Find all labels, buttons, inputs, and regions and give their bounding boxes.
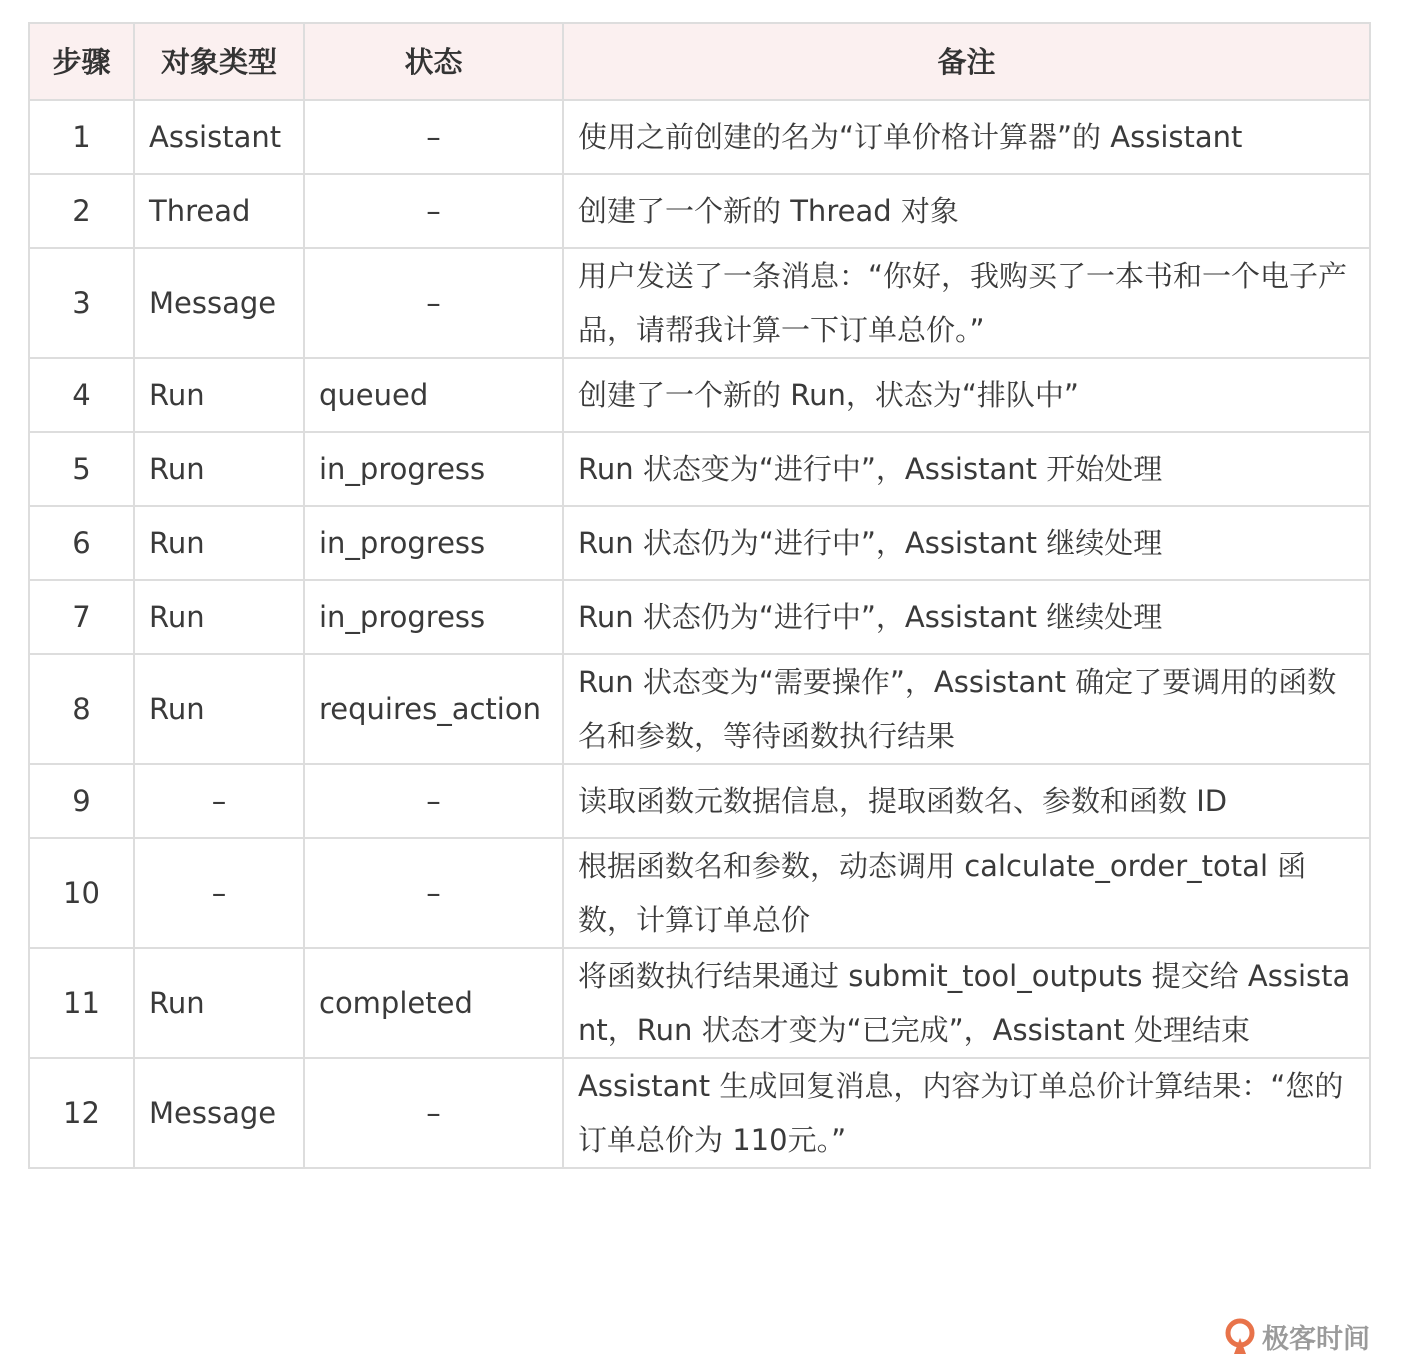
note-cell: 将函数执行结果通过 submit_tool_outputs 提交给 Assistant，Run 状态才变为“已完成”，Assistant 处理结束 [563, 948, 1370, 1058]
note-cell: 创建了一个新的 Thread 对象 [563, 174, 1370, 248]
table-row [29, 248, 1370, 358]
object-type-cell: Run [134, 948, 304, 1058]
table-row [29, 948, 1370, 1058]
geektime-logo-icon [1224, 1318, 1256, 1356]
status-cell: – [304, 174, 563, 248]
watermark-text: 极客时间 [1262, 1324, 1370, 1354]
note-cell: 使用之前创建的名为“订单价格计算器”的 Assistant [563, 100, 1370, 174]
table-row [29, 838, 1370, 948]
step-cell: 11 [29, 948, 134, 1058]
status-cell: requires_action [304, 654, 563, 764]
table-row [29, 764, 1370, 838]
table-row [29, 506, 1370, 580]
object-type-cell: Run [134, 654, 304, 764]
object-type-cell: Assistant [134, 100, 304, 174]
table-row [29, 654, 1370, 764]
steps-table [28, 22, 1371, 1169]
object-type-cell: Thread [134, 174, 304, 248]
table-row [29, 580, 1370, 654]
table-header-row [29, 23, 1370, 100]
step-cell: 4 [29, 358, 134, 432]
status-cell: – [304, 764, 563, 838]
step-cell: 5 [29, 432, 134, 506]
table-row [29, 1058, 1370, 1168]
step-cell: 6 [29, 506, 134, 580]
note-cell: Assistant 生成回复消息，内容为订单总价计算结果：“您的订单总价为 110元。” [563, 1058, 1370, 1168]
header-object-type: 对象类型 [134, 23, 304, 100]
object-type-cell: Run [134, 358, 304, 432]
object-type-cell: Message [134, 248, 304, 358]
status-cell: queued [304, 358, 563, 432]
status-cell: – [304, 100, 563, 174]
note-cell: Run 状态仍为“进行中”，Assistant 继续处理 [563, 506, 1370, 580]
object-type-cell: Message [134, 1058, 304, 1168]
step-cell: 7 [29, 580, 134, 654]
table-row [29, 174, 1370, 248]
step-cell: 8 [29, 654, 134, 764]
step-cell: 10 [29, 838, 134, 948]
status-cell: in_progress [304, 580, 563, 654]
status-cell: – [304, 838, 563, 948]
status-cell: in_progress [304, 506, 563, 580]
note-cell: 用户发送了一条消息：“你好，我购买了一本书和一个电子产品，请帮我计算一下订单总价。” [563, 248, 1370, 358]
step-cell: 1 [29, 100, 134, 174]
note-cell: Run 状态仍为“进行中”，Assistant 继续处理 [563, 580, 1370, 654]
table-row [29, 100, 1370, 174]
header-note: 备注 [563, 23, 1370, 100]
header-status: 状态 [304, 23, 563, 100]
object-type-cell: – [134, 764, 304, 838]
status-cell: – [304, 1058, 563, 1168]
status-cell: completed [304, 948, 563, 1058]
note-cell: 根据函数名和参数，动态调用 calculate_order_total 函数，计算订单总价 [563, 838, 1370, 948]
object-type-cell: Run [134, 432, 304, 506]
note-cell: 创建了一个新的 Run，状态为“排队中” [563, 358, 1370, 432]
step-cell: 12 [29, 1058, 134, 1168]
status-cell: – [304, 248, 563, 358]
table-row [29, 358, 1370, 432]
step-cell: 2 [29, 174, 134, 248]
note-cell: 读取函数元数据信息，提取函数名、参数和函数 ID [563, 764, 1370, 838]
step-cell: 3 [29, 248, 134, 358]
geektime-watermark [1224, 1317, 1370, 1356]
object-type-cell: – [134, 838, 304, 948]
note-cell: Run 状态变为“进行中”，Assistant 开始处理 [563, 432, 1370, 506]
table-row [29, 432, 1370, 506]
status-cell: in_progress [304, 432, 563, 506]
note-cell: Run 状态变为“需要操作”，Assistant 确定了要调用的函数名和参数，等待函数执行结果 [563, 654, 1370, 764]
object-type-cell: Run [134, 580, 304, 654]
object-type-cell: Run [134, 506, 304, 580]
header-step: 步骤 [29, 23, 134, 100]
step-cell: 9 [29, 764, 134, 838]
